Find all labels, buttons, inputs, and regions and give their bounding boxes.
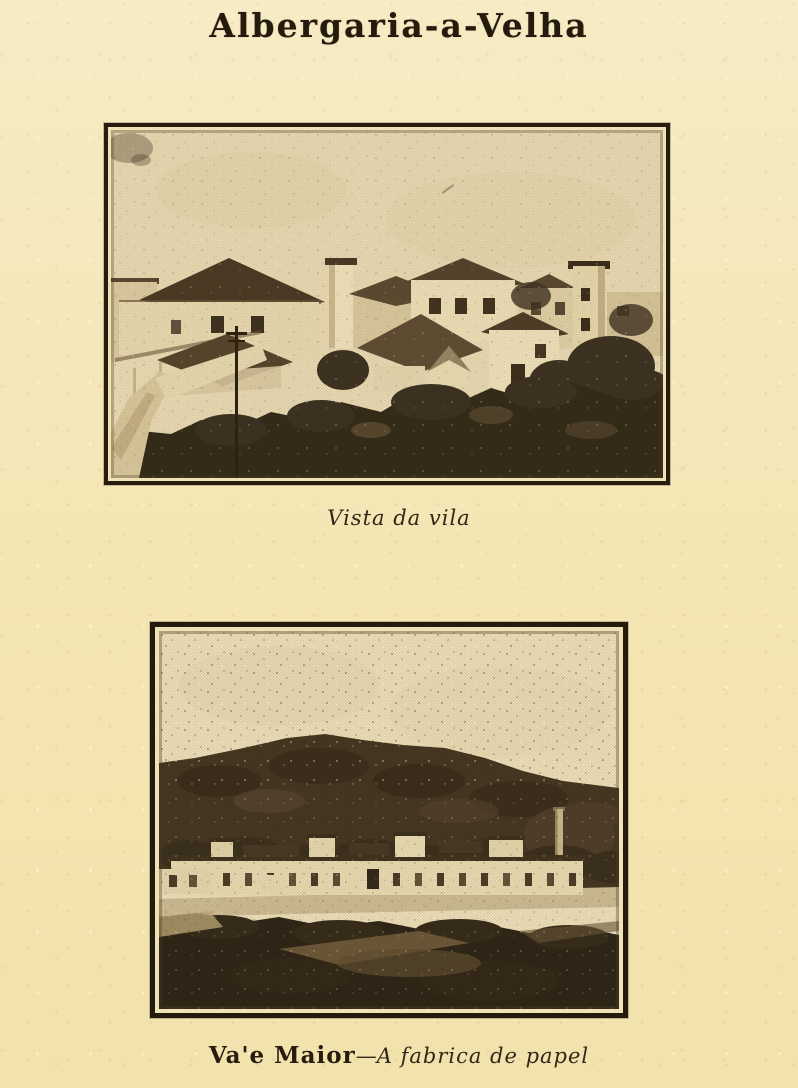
caption-vale-maior-dash: — — [355, 1044, 377, 1068]
caption-vale-maior-title: Va'e Maior — [208, 1042, 356, 1069]
caption-vale-maior — [0, 1042, 798, 1069]
factory-photo — [159, 631, 619, 1009]
village-photo — [111, 130, 663, 478]
caption-vale-maior-detail: A fabrica de papel — [376, 1044, 590, 1068]
photo-frame-village — [104, 123, 670, 485]
caption-vista-da-vila: Vista da vila — [327, 506, 471, 530]
page-title: Albergaria-a-Velha — [209, 6, 589, 45]
photo-frame-factory — [150, 622, 628, 1018]
